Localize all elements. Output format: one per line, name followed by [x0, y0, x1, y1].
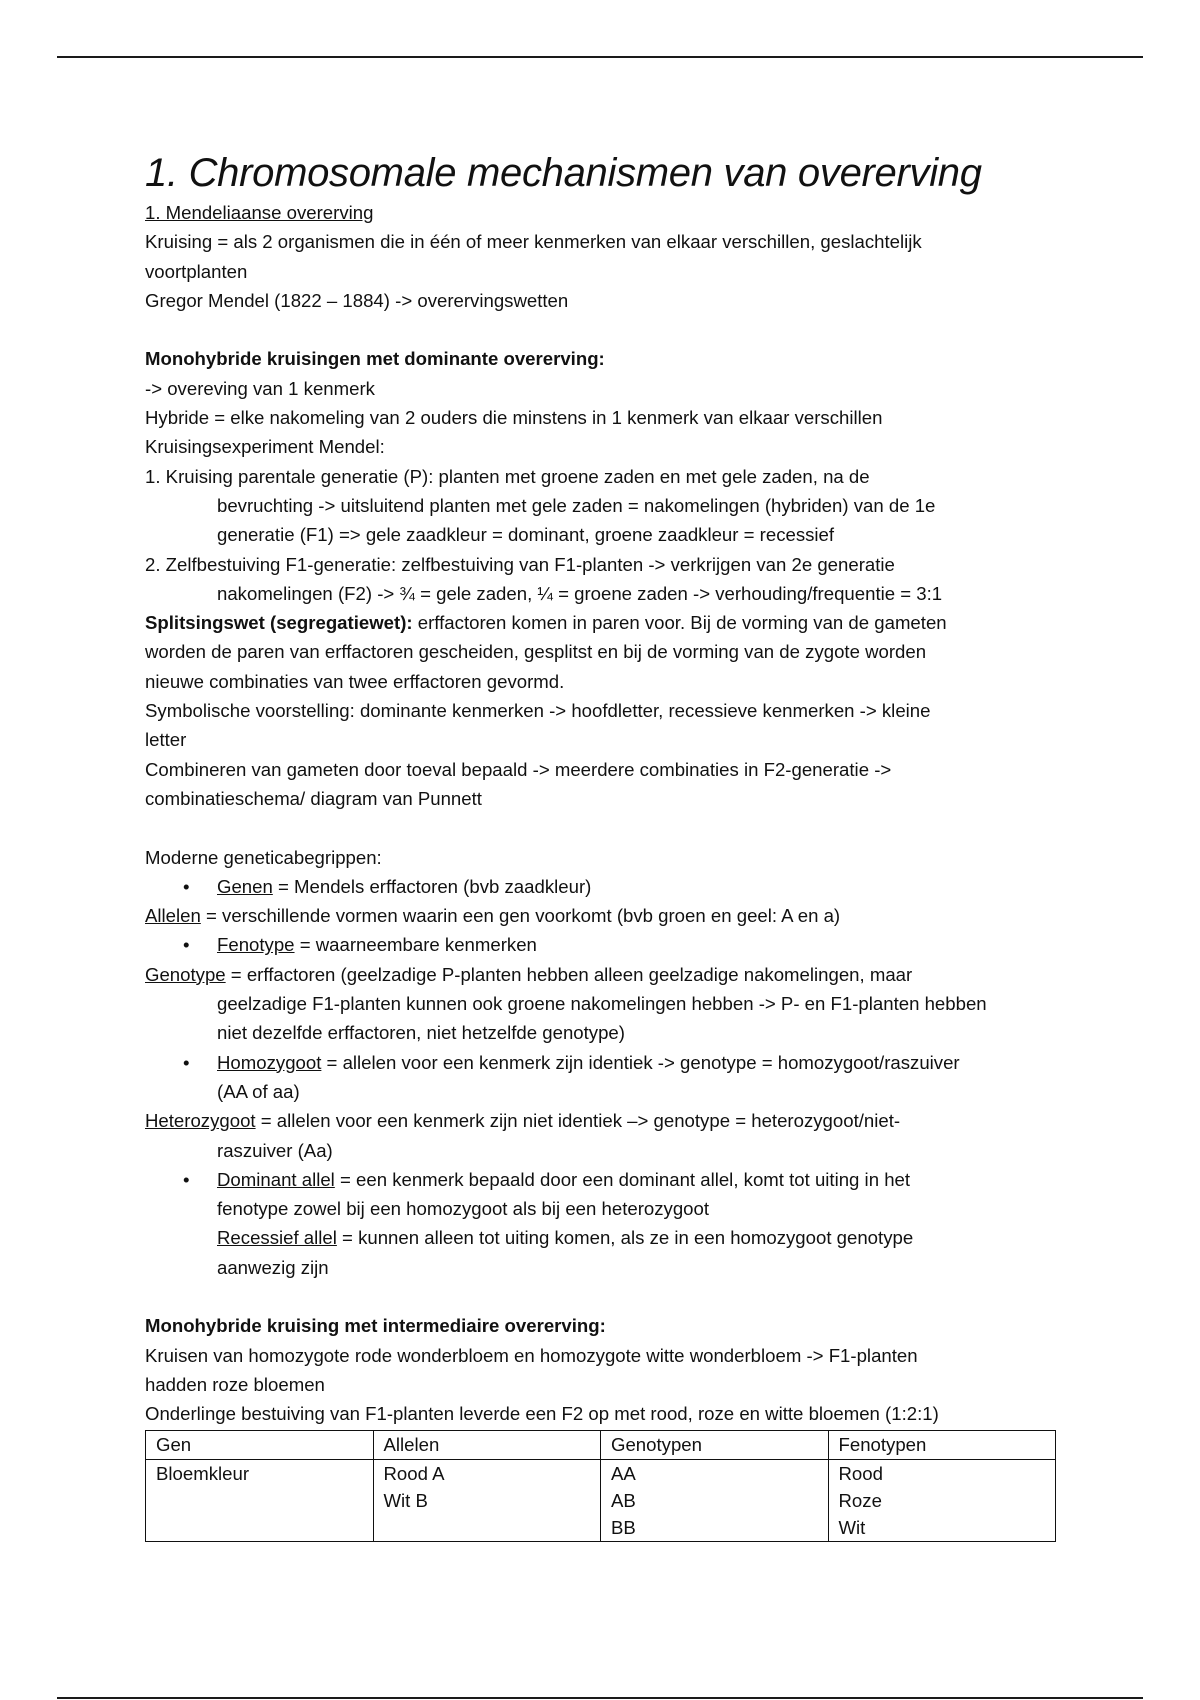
- term: Fenotype: [217, 934, 295, 956]
- bullet-item: [145, 930, 1065, 959]
- paragraph-line: worden de paren van erffactoren gescheiden, gesplitst en bij de vorming van de zygote worden: [145, 641, 927, 663]
- paragraph-line: letter: [145, 729, 187, 751]
- list-item-continuation: bevruchting -> uitsluitend planten met gele zaden = nakomelingen (hybriden) van de 1e: [217, 494, 936, 516]
- term-definition: = erffactoren (geelzadige P-planten hebben alleen geelzadige nakomelingen, maar: [225, 963, 913, 985]
- subsection-heading: Moderne geneticabegrippen:: [145, 846, 382, 868]
- spacer: [145, 315, 1065, 344]
- paragraph-line: Onderlinge bestuiving van F1-planten leverde een F2 op met rood, roze en witte bloemen (1:2:1): [145, 1403, 939, 1425]
- definition-continuation: niet dezelfde erffactoren, niet hetzelfde genotype): [217, 1022, 625, 1044]
- document-body: [145, 148, 1065, 1542]
- term-bold: Splitsingswet (segregatiewet):: [145, 612, 413, 634]
- cell-value: Rood: [838, 1463, 883, 1485]
- term: Homozygoot: [217, 1051, 322, 1073]
- table-cell-allelen: [373, 1460, 601, 1542]
- list-item: 2. Zelfbestuiving F1-generatie: zelfbestuiving van F1-planten -> verkrijgen van 2e generatie: [145, 553, 895, 575]
- paragraph-line: Kruisen van homozygote rode wonderbloem en homozygote witte wonderbloem -> F1-planten: [145, 1344, 918, 1366]
- definition-line: [145, 1223, 1065, 1252]
- paragraph-line: nieuwe combinaties van twee erffactoren gevormd.: [145, 670, 565, 692]
- paragraph-line: Kruising = als 2 organismen die in één of meer kenmerken van elkaar verschillen, geslachtelijk: [145, 231, 922, 253]
- definition-line: [145, 901, 1065, 930]
- definition-continuation: (AA of aa): [217, 1080, 300, 1102]
- spacer: [145, 1282, 1065, 1311]
- term-definition: = allelen voor een kenmerk zijn niet identiek –> genotype = heterozygoot/niet-: [255, 1110, 901, 1132]
- table-cell-genotypen: [601, 1460, 829, 1542]
- spacer: [145, 813, 1065, 842]
- cell-value: Bloemkleur: [156, 1463, 250, 1485]
- definition-continuation: geelzadige F1-planten kunnen ook groene nakomelingen hebben -> P- en F1-planten hebben: [217, 993, 987, 1015]
- paragraph-line: -> overeving van 1 kenmerk: [145, 377, 375, 399]
- term-definition: = Mendels erffactoren (bvb zaadkleur): [272, 875, 592, 897]
- list-item: 1. Kruising parentale generatie (P): planten met groene zaden en met gele zaden, na de: [145, 465, 870, 487]
- cell-value: Rood A: [383, 1463, 445, 1485]
- cell-value: Wit B: [383, 1490, 428, 1512]
- term-definition: = een kenmerk bepaald door een dominant allel, komt tot uiting in het: [334, 1168, 911, 1190]
- definition-line: [145, 960, 1065, 989]
- list-item-continuation: generatie (F1) => gele zaadkleur = dominant, groene zaadkleur = recessief: [217, 524, 835, 546]
- cell-value: BB: [611, 1517, 636, 1539]
- section-heading: 1. Mendeliaanse overerving: [145, 202, 374, 223]
- bullet-item: [145, 872, 1065, 901]
- table-header-cell: Fenotypen: [828, 1431, 1056, 1460]
- table-header-cell: Allelen: [373, 1431, 601, 1460]
- subsection-heading: Monohybride kruising met intermediaire overerving:: [145, 1315, 606, 1337]
- bottom-rule: [57, 1697, 1143, 1699]
- term: Heterozygoot: [145, 1110, 256, 1132]
- paragraph-line: [145, 608, 1065, 637]
- bullet-item: [145, 1165, 1065, 1194]
- definition-continuation: fenotype zowel bij een homozygoot als bij een heterozygoot: [217, 1198, 710, 1220]
- table-header-cell: Gen: [146, 1431, 374, 1460]
- paragraph-line: Combineren van gameten door toeval bepaald -> meerdere combinaties in F2-generatie ->: [145, 758, 892, 780]
- bullet-icon: •: [183, 934, 190, 956]
- term-definition: = kunnen alleen tot uiting komen, als ze in een homozygoot genotype: [336, 1227, 914, 1249]
- table-header-cell: Genotypen: [601, 1431, 829, 1460]
- bullet-icon: •: [183, 875, 190, 897]
- table-cell-gen: [146, 1460, 374, 1542]
- subsection-heading: Monohybride kruisingen met dominante overerving:: [145, 348, 605, 370]
- bullet-item: [145, 1048, 1065, 1077]
- cell-value: Wit: [838, 1517, 866, 1539]
- paragraph-line: Kruisingsexperiment Mendel:: [145, 436, 385, 458]
- term-definition: = waarneembare kenmerken: [294, 934, 537, 956]
- table-cell-fenotypen: [828, 1460, 1056, 1542]
- top-rule: [57, 56, 1143, 58]
- page-title: 1. Chromosomale mechanismen van overerving: [145, 151, 982, 195]
- paragraph-line: Symbolische voorstelling: dominante kenmerken -> hoofdletter, recessieve kenmerken -> kleine: [145, 700, 931, 722]
- term-definition: erffactoren komen in paren voor. Bij de vorming van de gameten: [412, 612, 947, 634]
- table-row: [146, 1460, 1056, 1542]
- paragraph-line: voortplanten: [145, 260, 248, 282]
- genetics-table: [145, 1430, 1056, 1542]
- term: Genotype: [145, 963, 226, 985]
- paragraph-line: hadden roze bloemen: [145, 1373, 325, 1395]
- paragraph-line: Hybride = elke nakomeling van 2 ouders die minstens in 1 kenmerk van elkaar verschillen: [145, 407, 883, 429]
- definition-continuation: aanwezig zijn: [217, 1256, 329, 1278]
- paragraph-line: Gregor Mendel (1822 – 1884) -> overervingswetten: [145, 289, 569, 311]
- bullet-icon: •: [183, 1051, 190, 1073]
- list-item-continuation: nakomelingen (F2) -> ¾ = gele zaden, ¼ = groene zaden -> verhouding/frequentie = 3:1: [217, 582, 943, 604]
- paragraph-line: combinatieschema/ diagram van Punnett: [145, 787, 482, 809]
- definition-line: [145, 1106, 1065, 1135]
- term-definition: = verschillende vormen waarin een gen voorkomt (bvb groen en geel: A en a): [200, 905, 841, 927]
- term: Dominant allel: [217, 1168, 335, 1190]
- term: Genen: [217, 875, 273, 897]
- bullet-icon: •: [183, 1168, 190, 1190]
- cell-value: AA: [611, 1463, 636, 1485]
- term-definition: = allelen voor een kenmerk zijn identiek -> genotype = homozygoot/raszuiver: [321, 1051, 960, 1073]
- cell-value: Roze: [838, 1490, 882, 1512]
- table-header-row: [146, 1431, 1056, 1460]
- cell-value: AB: [611, 1490, 636, 1512]
- definition-continuation: raszuiver (Aa): [217, 1139, 333, 1161]
- term: Allelen: [145, 905, 201, 927]
- term: Recessief allel: [217, 1227, 337, 1249]
